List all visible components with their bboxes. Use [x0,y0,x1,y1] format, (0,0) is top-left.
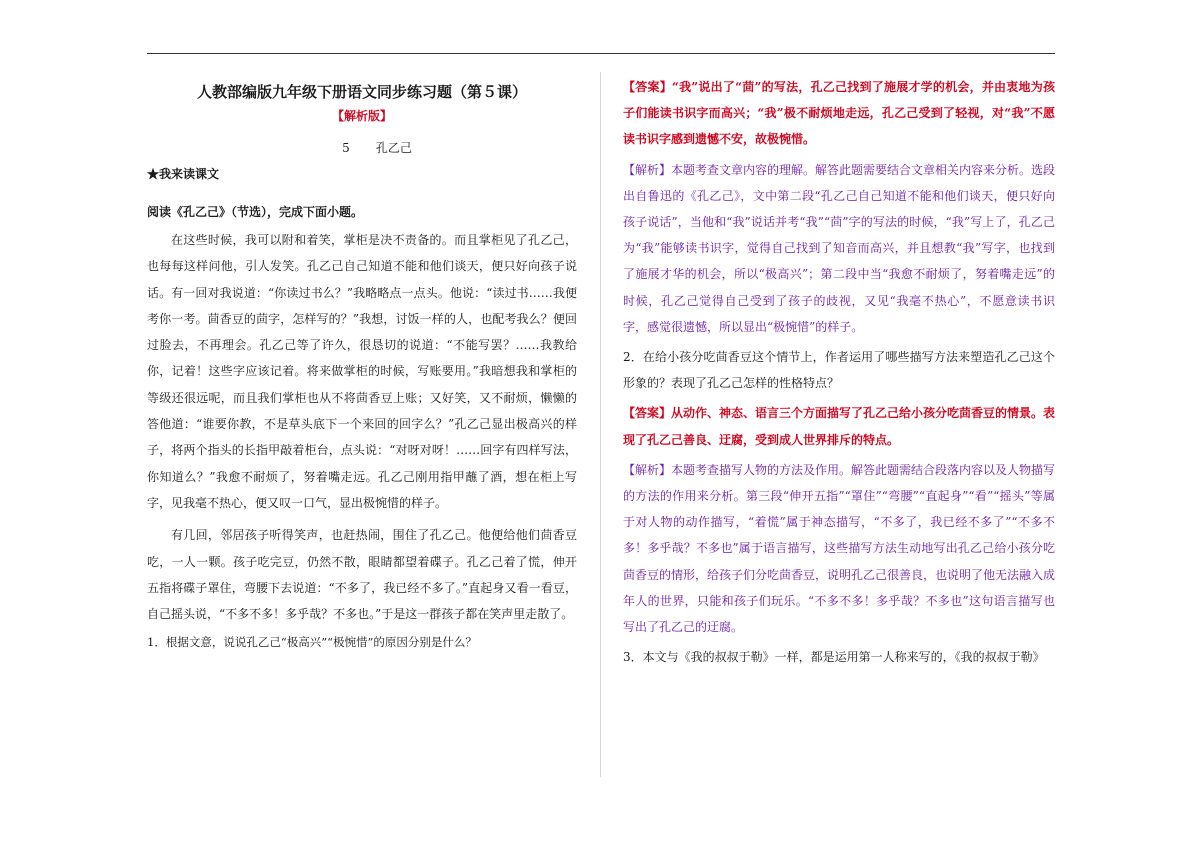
column-divider [600,72,601,777]
passage-paragraph-1: 在这些时候，我可以附和着笑，掌柜是决不责备的。而且掌柜见了孔乙己，也每每这样问他，引人发笑。孔乙己自己知道不能和他们谈天，便只好向孩子说话。有一回对我说道：“你读过书么？”我略略点一点头。他说：“读过书……我便考你一考。茴香豆的茴字，怎样写的？”我想，讨饭一样的人，也配考我么？便回过脸去，不再理会。孔乙己等了许久，很恳切的说道：“不能写罢？……我教给你，记着！这些字应该记着。将来做掌柜的时候，写账要用。”我暗想我和掌柜的等级还很远呢，而且我们掌柜也从不将茴香豆上账；又好笑，又不耐烦，懒懒的答他道：“谁要你教，不是草头底下一个来回的回字么？”孔乙己显出极高兴的样子，将两个指头的长指甲敲着柜台，点头说：“对呀对呀！……回字有四样写法，你知道么？”我愈不耐烦了，努着嘴走远。孔乙己刚用指甲蘸了酒，想在柜上写字，见我毫不热心，便又叹一口气，显出极惋惜的样子。 [147,233,577,510]
document-title: 人教部编版九年级下册语文同步练习题（第５课） [196,83,527,101]
analysis-1: 【解析】本题考查文章内容的理解。解答此题需要结合文章相关内容来分析。选段出自鲁迅的《孔乙己》，文中第二段“孔乙己自己知道不能和他们谈天，便只好向孩子说话”，当他和“我”说话并考“我”“茴”字的写法的时候，“我”写上了，孔乙己为“我”能够读书识字，觉得自己找到了知音而高兴，并且想教“我”写字，也找到了施展才华的机会，所以“极高兴”；第二段中当“我愈不耐烦了，努着嘴走远”的时候，孔乙己觉得自己受到了孩子的歧视，又见“我毫不热心”，不愿意读书识字，感觉很遗憾，所以显出“极惋惜”的样子。 [623,162,1056,334]
question-1: 1．根据文意，说说孔乙己“极高兴”“极惋惜”的原因分别是什么？ [147,635,477,650]
question-3: 3．本文与《我的叔叔于勒》一样，都是运用第一人称来写的，《我的叔叔于勒》 [623,650,1045,665]
lesson-number: 5 [342,141,350,155]
document-subtitle: 【解析版】 [331,109,392,123]
lesson-heading [147,140,577,156]
right-column [623,70,1055,670]
question-2: 2．在给小孩分吃茴香豆这个情节上，作者运用了哪些描写方法来塑造孔乙己这个形象的？表现了孔乙己怎样的性格特点？ [623,350,1055,391]
answer-1: 【答案】“我”说出了“茴”的写法，孔乙己找到了施展才学的机会，并由衷地为孩子们能读书识字而高兴；“我”极不耐烦地走远，孔乙己受到了轻视，对“我”不愿读书识字感到遗憾不安，故极惋惜。 [623,80,1055,147]
answer-2: 【答案】从动作、神态、语言三个方面描写了孔乙己给小孩分吃茴香豆的情景。表现了孔乙己善良、迂腐，受到成人世界排斥的特点。 [623,406,1056,447]
header-rule [147,53,1055,54]
reading-instruction: 阅读《孔乙己》（节选），完成下面小题。 [147,205,364,219]
analysis-2: 【解析】本题考查描写人物的方法及作用。解答此题需结合段落内容以及人物描写的方法的作用来分析。第三段“伸开五指”“罩住”“弯腰”“直起身”“看”“摇头”等属于对人物的动作描写，“着慌”属于神态描写，“不多了，我已经不多了”“不多不多！多乎哉？不多也”属于语言描写，这些描写方法生动地写出孔乙己给小孩分吃茴香豆的情形，给孩子们分吃茴香豆，说明孔乙己很善良，也说明了他无法融入成年人的世界，只能和孩子们玩乐。“不多不多！多乎哉？不多也”这句语言描写也写出了孔乙己的迂腐。 [623,462,1056,635]
lesson-title: 孔乙己 [375,141,412,155]
passage-paragraph-2: 有几回，邻居孩子听得笑声，也赶热闹，围住了孔乙己。他便给他们茴香豆吃，一人一颗。孩子吃完豆，仍然不散，眼睛都望着碟子。孔乙己着了慌，伸开五指将碟子罩住，弯腰下去说道：“不多了，我已经不多了。”直起身又看一看豆，自己摇头说，“不多不多！多乎哉？不多也。”于是这一群孩子都在笑声里走散了。 [147,528,577,622]
left-column [147,70,577,655]
section-heading: ★我来读课文 [147,167,220,181]
